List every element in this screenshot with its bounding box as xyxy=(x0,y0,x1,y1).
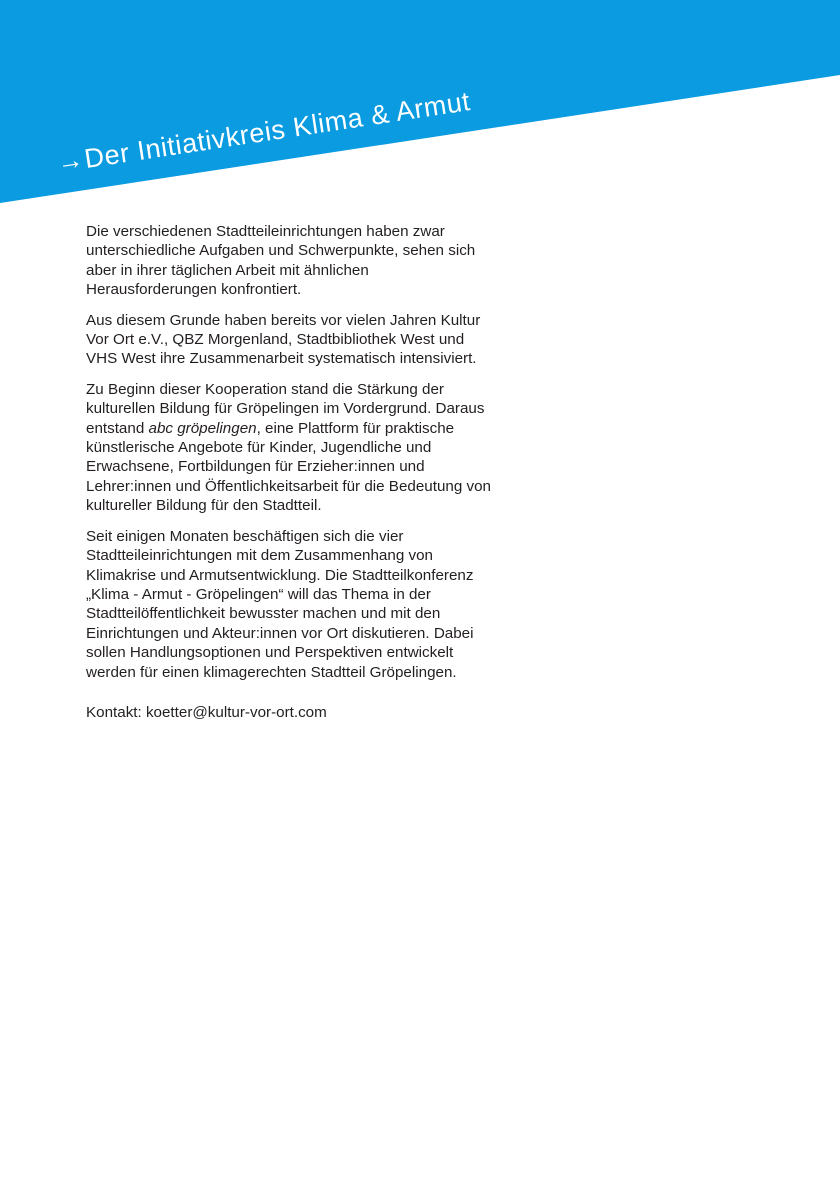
arrow-right-icon: → xyxy=(54,143,86,178)
page-title-text: Der Initiativkreis Klima & Armut xyxy=(82,86,473,175)
paragraph-3-lead: Zu Beginn dieser Kooperation stand die Stärkung der kulturellen Bildung für Gröpelingen im Vordergrund. Daraus entstand xyxy=(86,380,485,437)
paragraph-3-tail: , eine Plattform für praktische künstlerische Angebote für Kinder, Jugendliche und Erwachsene, Fortbildungen für Erzieher:innen und Lehrer:innen und Öffentlichkeitsarbeit für die Bedeutung von kultureller Bildung für den Stadtteil. xyxy=(86,419,491,515)
contact-line[interactable]: Kontakt: koetter@kultur-vor-ort.com xyxy=(86,704,327,721)
paragraph-3-emphasis: abc gröpelingen xyxy=(148,419,257,437)
paragraph-2: Aus diesem Grunde haben bereits vor vielen Jahren Kultur Vor Ort e.V., QBZ Morgenland, Stadtbibliothek West und VHS West ihre Zusammenarbeit systematisch intensiviert. xyxy=(86,311,481,368)
paragraph-1: Die verschiedenen Stadtteileinrichtungen haben zwar unterschiedliche Aufgaben und Schwerpunkte, sehen sich aber in ihrer täglichen Arbeit mit ähnlichen Herausforderungen konfrontiert. xyxy=(86,223,476,299)
body-content xyxy=(86,222,498,682)
paragraph-3 xyxy=(86,380,498,516)
paragraph-4: Seit einigen Monaten beschäftigen sich die vier Stadtteileinrichtungen mit dem Zusammenhang von Klimakrise und Armutsentwicklung. Die Stadtteilkonferenz „Klima - Armut - Gröpelingen“ will das Thema in der Stadtteilöffentlichkeit bewusster machen und mit den Einrichtungen und Akteur:innen vor Ort diskutieren. Dabei sollen Handlungsoptionen und Perspektiven entwickelt werden für einen klimagerechten Stadtteil Gröpelingen. xyxy=(86,527,474,681)
